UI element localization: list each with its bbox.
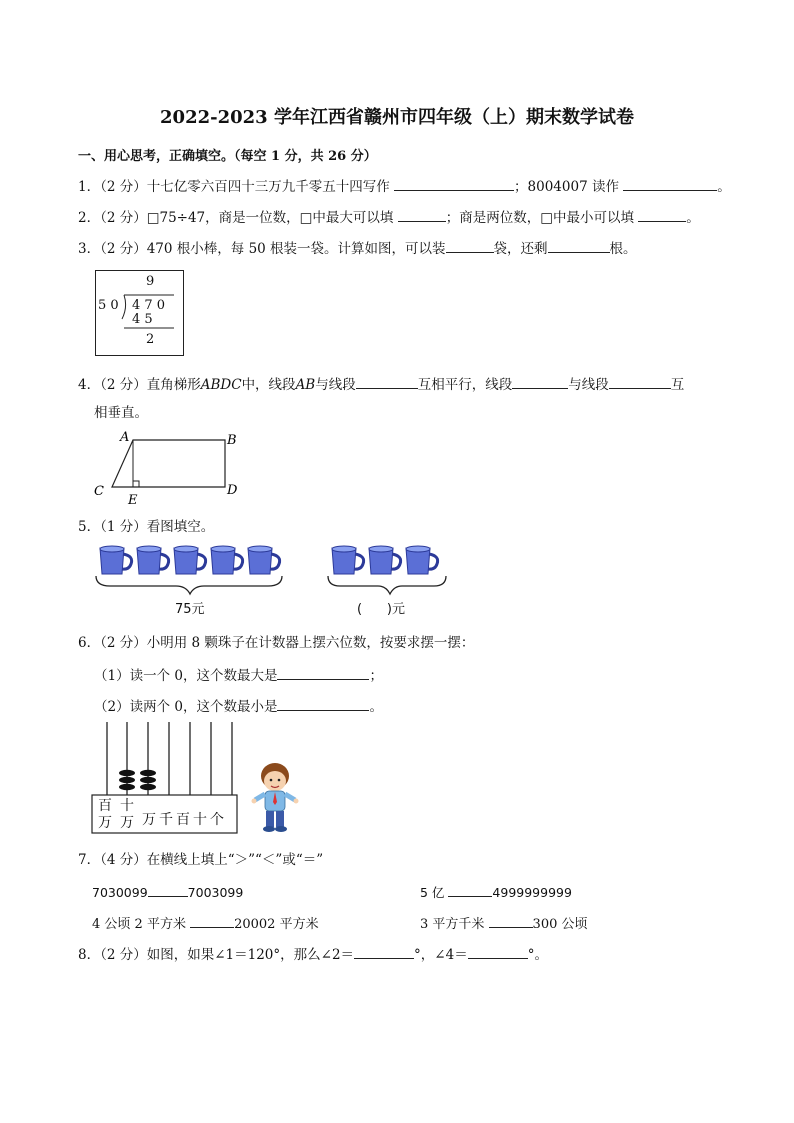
- question-4: [78, 374, 684, 394]
- q7-row1-a: [92, 882, 243, 902]
- division-remainder: 2: [146, 332, 155, 347]
- q1-mid: ；8004007 读作: [514, 179, 619, 195]
- q7-r2b-right: 300 公顷: [532, 917, 588, 932]
- q6-sub2-end: 。: [369, 699, 383, 715]
- q8-blank-1[interactable]: [354, 944, 414, 959]
- q2-mid: ；商是两位数，□中最小可以填: [445, 210, 634, 226]
- q3-blank-2[interactable]: [548, 238, 610, 253]
- q7-blank-3[interactable]: [190, 913, 234, 928]
- division-divisor: 5 0: [98, 298, 119, 313]
- label-D: D: [227, 483, 238, 498]
- q8-mid: °，∠4＝: [414, 947, 468, 963]
- q1-blank-2[interactable]: [623, 176, 717, 191]
- q7-row2-a: [92, 913, 319, 934]
- q7-r1a-right: 7003099: [187, 885, 244, 900]
- cup-icon: [406, 546, 438, 574]
- page-title: 2022-2023 学年江西省赣州市四年级（上）期末数学试卷: [160, 107, 634, 128]
- question-6: 6．（2 分）小明用 8 颗珠子在计数器上摆六位数，按要求摆一摆：: [78, 635, 475, 651]
- q1-blank-1[interactable]: [394, 176, 514, 191]
- q4-e: 互: [670, 377, 685, 393]
- section-heading: 一、用心思考，正确填空。（每空 1 分，共 26 分）: [78, 149, 377, 164]
- q4-blank-3[interactable]: [609, 374, 671, 389]
- label-B: B: [227, 433, 237, 448]
- q4-blank-1[interactable]: [356, 374, 418, 389]
- q6-sub2: [94, 696, 383, 716]
- q4-d: 与线段: [568, 377, 609, 393]
- question-8: [78, 944, 548, 964]
- division-product: 4 5: [132, 312, 153, 327]
- cup-icon: [137, 546, 169, 574]
- q7-r1b-right: 4999999999: [492, 885, 572, 900]
- cup-icon: [369, 546, 401, 574]
- q1-prefix: 1．（2 分）十七亿零六百四十三万九千零五十四写作: [78, 179, 390, 195]
- q7-blank-4[interactable]: [489, 913, 533, 928]
- question-3: [78, 238, 637, 258]
- q2-blank-2[interactable]: [638, 207, 686, 222]
- abacus-col2-top: 十: [120, 798, 134, 814]
- brace-right: [328, 576, 446, 594]
- brace-left: [96, 576, 282, 594]
- q7-row2-b: [420, 913, 588, 934]
- q7-r1b-left: 5 亿: [420, 885, 445, 900]
- abacus-col1-top: 百: [98, 798, 112, 814]
- q7-r2a-right: 20002 平方米: [234, 917, 319, 932]
- abacus-col1: [98, 798, 112, 832]
- q4-shape: ABDC: [200, 377, 242, 393]
- question-5: 5．（1 分）看图填空。: [78, 519, 215, 535]
- label-C: C: [94, 484, 104, 499]
- q3-prefix: 3．（2 分）470 根小棒，每 50 根装一袋。计算如图，可以装: [78, 241, 446, 257]
- cup-icon: [248, 546, 280, 574]
- long-division-figure: [95, 270, 184, 356]
- q8-end: °。: [527, 947, 548, 963]
- q4-blank-2[interactable]: [512, 374, 568, 389]
- q3-mid: 袋，还剩: [493, 241, 548, 257]
- q4-seg: AB: [295, 377, 316, 393]
- q6-sub1-text: （1）读一个 0，这个数最大是: [94, 668, 278, 684]
- q7-blank-1[interactable]: [148, 882, 188, 897]
- q4-b: 与线段: [315, 377, 356, 393]
- q3-end: 根。: [609, 241, 637, 257]
- q4-prefix: 4．（2 分）直角梯形: [78, 377, 201, 393]
- q2-blank-1[interactable]: [398, 207, 446, 222]
- right-trapezoid-figure: [90, 428, 250, 508]
- q8-blank-2[interactable]: [468, 944, 528, 959]
- q6-blank-2[interactable]: [277, 696, 369, 711]
- q7-blank-2[interactable]: [448, 882, 492, 897]
- q2-prefix: 2．（2 分）□75÷47，商是一位数，□中最大可以填: [78, 210, 394, 226]
- q7-r2b-left: 3 平方千米: [420, 917, 485, 932]
- division-quotient: 9: [146, 274, 155, 289]
- question-1: [78, 176, 731, 196]
- abacus-place-labels: 万千百十个: [142, 812, 227, 828]
- cups-figure: [90, 540, 460, 600]
- q6-sub1: [94, 665, 383, 685]
- label-E: E: [128, 493, 138, 508]
- price-right: ( )元: [357, 602, 405, 617]
- q6-sub1-end: ；: [369, 668, 383, 684]
- q7-r2a-left: 4 公顷 2 平方米: [92, 917, 186, 932]
- q2-end: 。: [686, 210, 700, 226]
- question-7: 7．（4 分）在横线上填上“＞”“＜”或“＝”: [78, 852, 324, 868]
- q6-sub2-text: （2）读两个 0，这个数最小是: [94, 699, 278, 715]
- q6-blank-1[interactable]: [277, 665, 369, 680]
- q4-continued: 相垂直。: [94, 405, 148, 421]
- q8-prefix: 8．（2 分）如图，如果∠1＝120°，那么∠2＝: [78, 947, 355, 963]
- cup-icon: [332, 546, 364, 574]
- q4-a: 中，线段: [241, 377, 296, 393]
- cup-icon: [174, 546, 206, 574]
- label-A: A: [120, 430, 130, 445]
- price-left: 75元: [175, 602, 205, 617]
- cup-icon: [211, 546, 243, 574]
- q7-row1-b: [420, 882, 572, 902]
- abacus-col2-bottom: 万: [120, 815, 134, 831]
- boy-illustration: [250, 760, 305, 835]
- abacus-col1-bottom: 万: [98, 815, 112, 831]
- bead-group: [119, 770, 156, 790]
- q3-blank-1[interactable]: [446, 238, 494, 253]
- question-2: [78, 207, 700, 227]
- cup-icon: [100, 546, 132, 574]
- division-dividend: 4 7 0: [132, 298, 166, 313]
- abacus-col2: [120, 798, 134, 832]
- q7-r1a-left: 7030099: [92, 885, 148, 900]
- q4-c: 互相平行，线段: [417, 377, 513, 393]
- q1-end: 。: [717, 179, 731, 195]
